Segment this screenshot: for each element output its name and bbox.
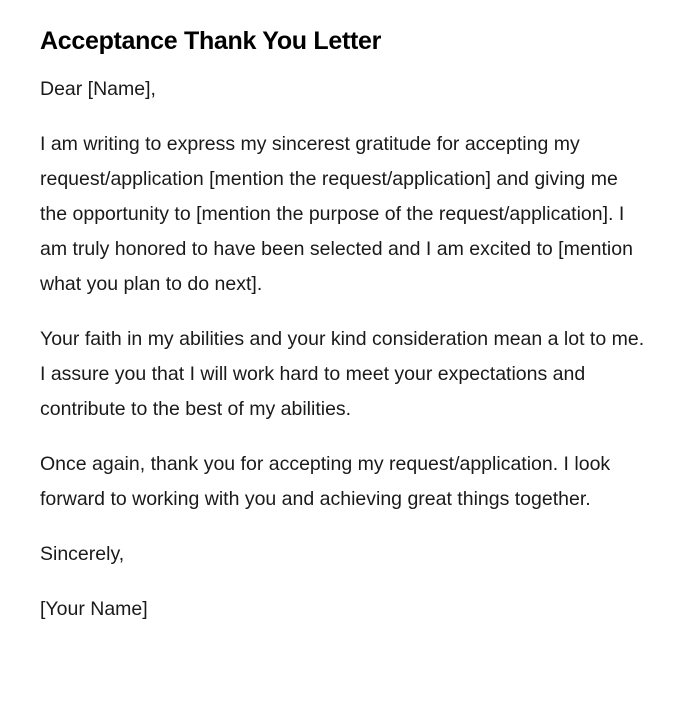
closing: Sincerely, — [40, 543, 125, 565]
body-paragraph-2: Your faith in my abilities and your kind consideration mean a lot to me. I assure you that I will work hard to meet your expectations and contribute to the best of my abilities. — [40, 328, 645, 420]
salutation: Dear [Name], — [40, 78, 156, 100]
body-paragraph-3: Once again, thank you for accepting my request/application. I look forward to working with you and achieving great things together. — [40, 453, 611, 510]
body-paragraph-1: I am writing to express my sincerest gratitude for accepting my request/application [mention the request/application] and giving me the opportunity to [mention the purpose of the request/application]. I am truly honored to have been selected and I am excited to [mention what you plan to do next]. — [40, 133, 633, 295]
letter — [40, 24, 650, 647]
signature: [Your Name] — [40, 598, 148, 620]
letter-title: Acceptance Thank You Letter — [40, 27, 382, 55]
